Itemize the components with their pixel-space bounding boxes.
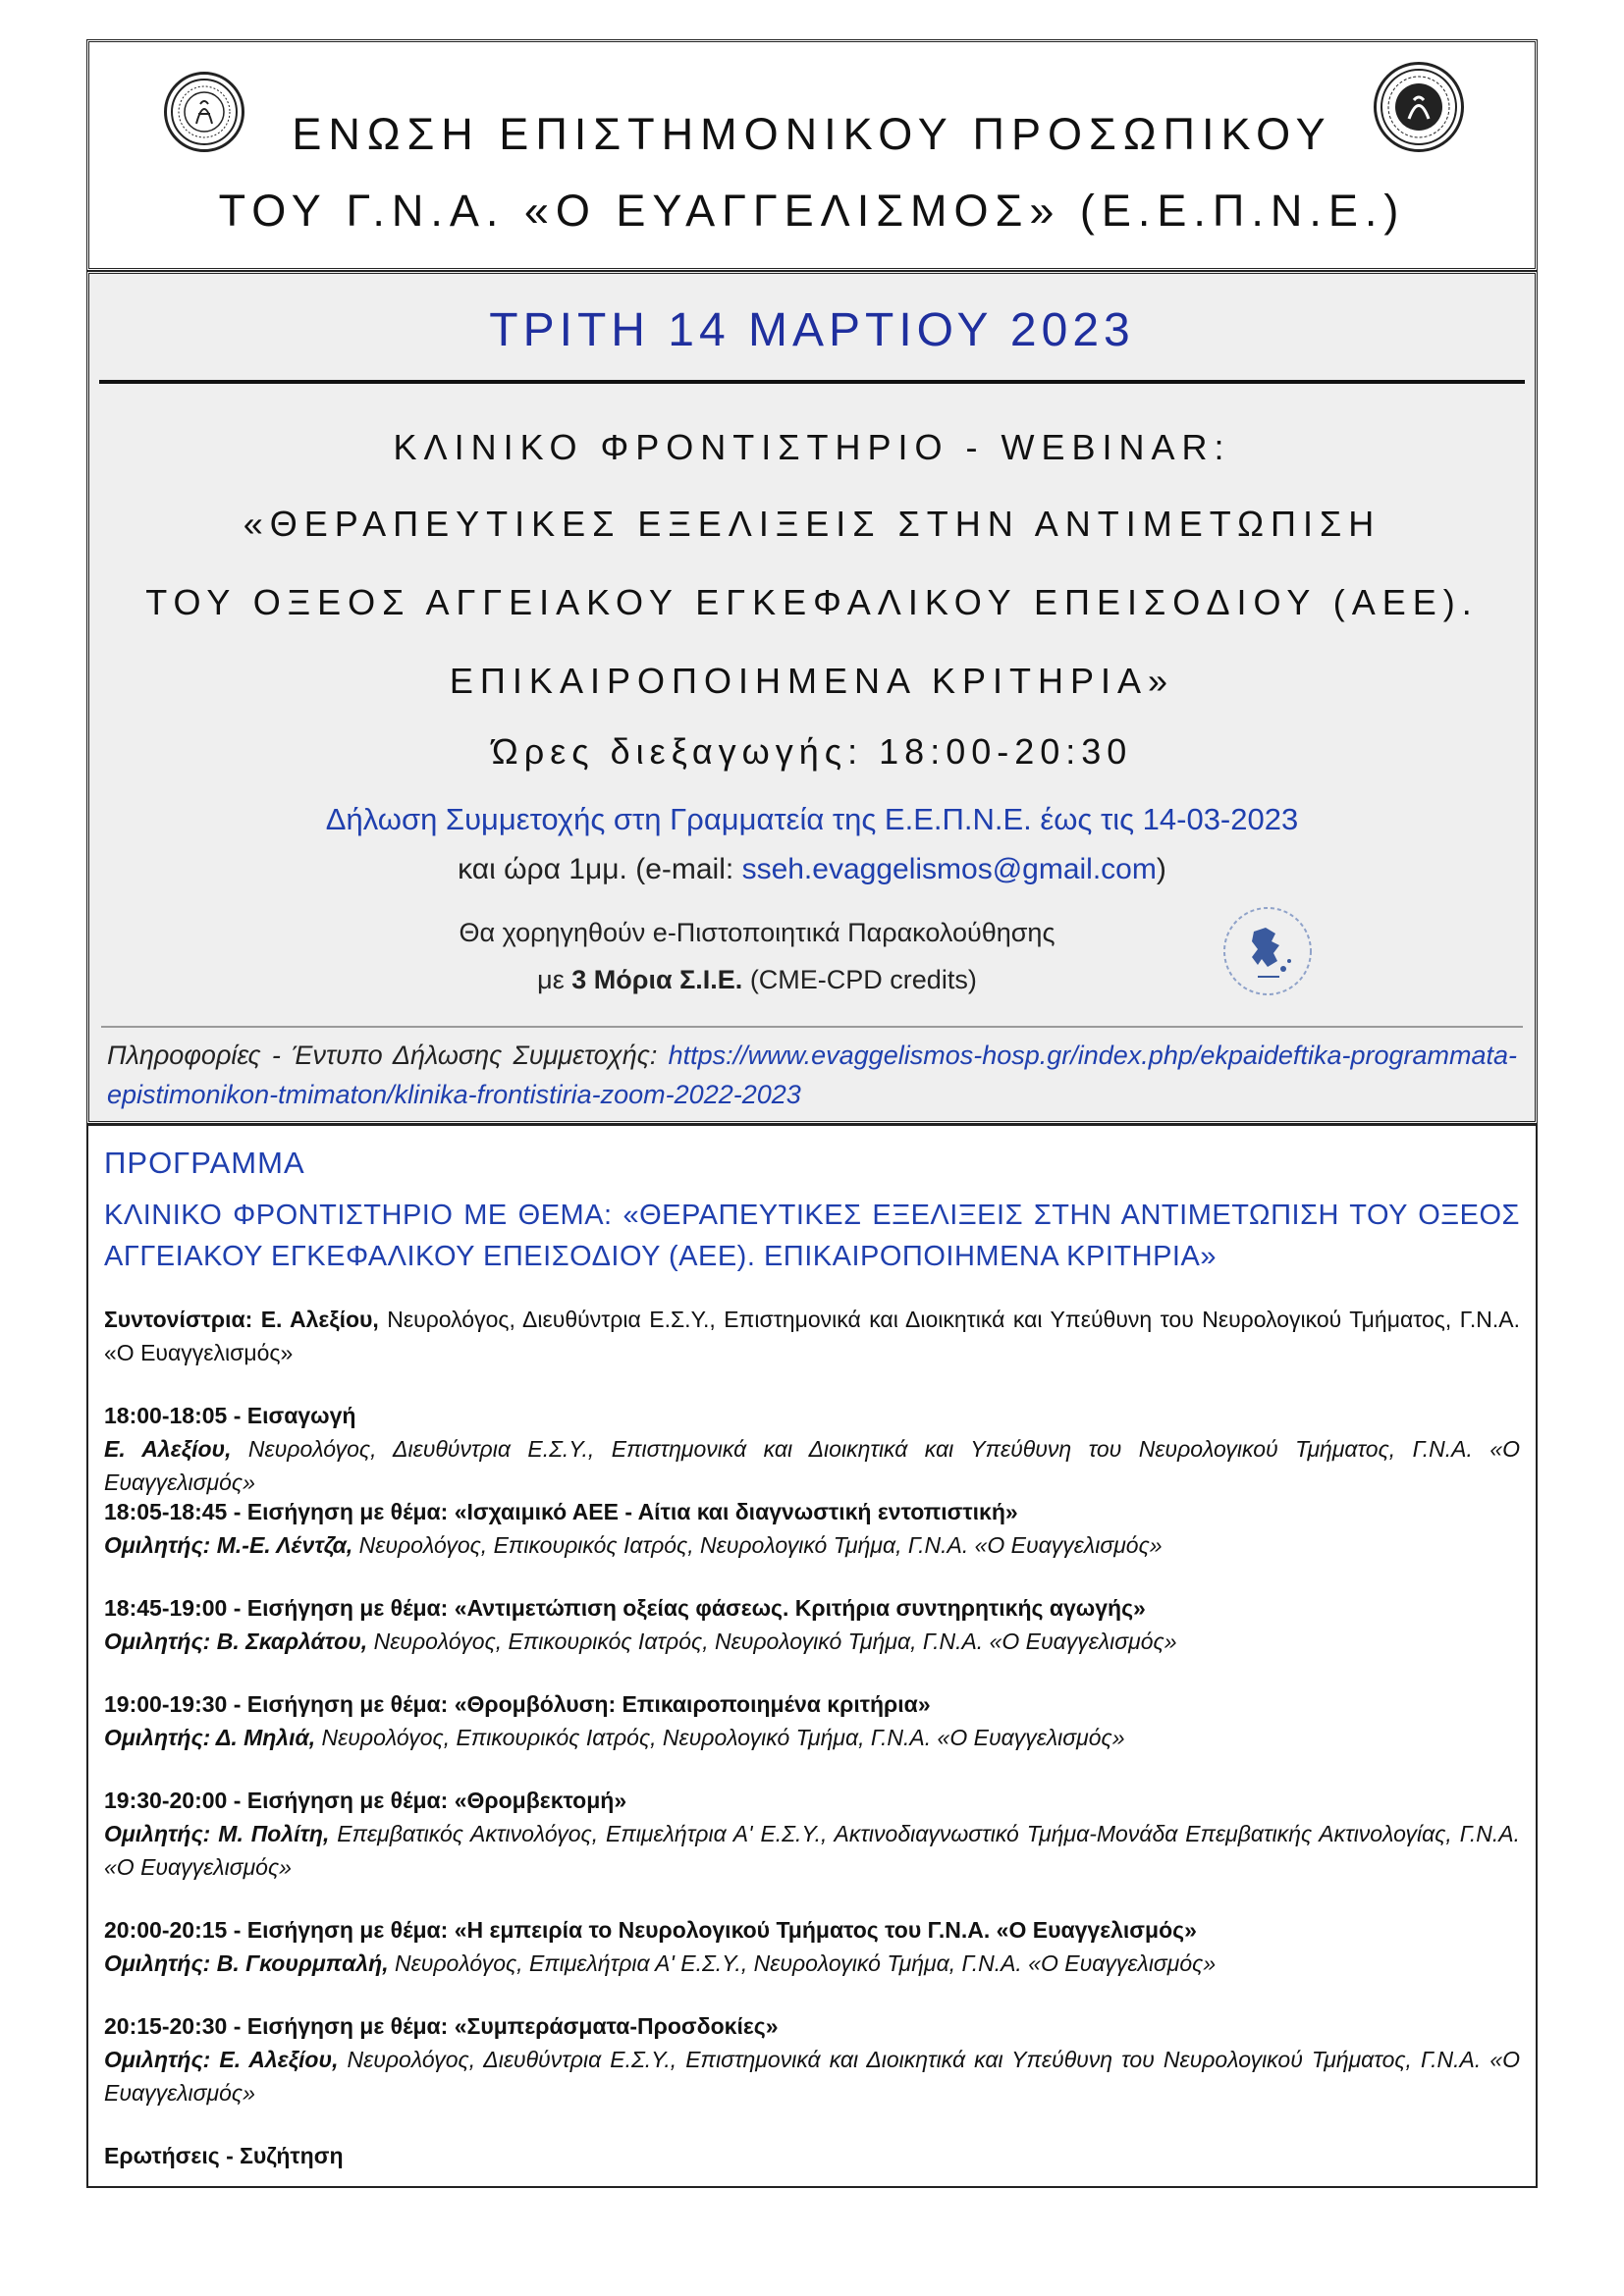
coordinator-details: Νευρολόγος, Διευθύντρια Ε.Σ.Υ., Επιστημονικά και Διοικητικά και Υπεύθυνη του Νευρολογικού Τμήματος, Γ.Ν.Α. «Ο Ευαγγελισμός» — [104, 1307, 1520, 1365]
session-item — [104, 1784, 1520, 1884]
divider — [99, 380, 1525, 384]
session-speaker-details: Επεμβατικός Ακτινολόγος, Επιμελήτρια Α' Ε.Σ.Υ., Ακτινοδιαγνωστικό Τμήμα-Μονάδα Επεμβατικής Ακτινολογίας, Γ.Ν.Α. «Ο Ευαγγελισμός» — [104, 1821, 1521, 1880]
program-panel — [86, 1124, 1538, 2188]
session-speaker-details: Νευρολόγος, Επικουρικός Ιατρός, Νευρολογικό Τμήμα, Γ.Ν.Α. «Ο Ευαγγελισμός» — [315, 1725, 1125, 1750]
coordinator-label: Συντονίστρια: Ε. Αλεξίου, — [104, 1307, 379, 1332]
session-time: 20:15-20:30 - Εισήγηση με θέμα: «Συμπεράσματα-Προσδοκίες» — [104, 2013, 779, 2039]
session-time: 19:00-19:30 - Εισήγηση με θέμα: «Θρομβόλυση: Επικαιροποιημένα κριτήρια» — [104, 1691, 931, 1717]
closing-label: Ερωτήσεις - Συζήτηση — [104, 2143, 344, 2168]
session-time: 18:45-19:00 - Εισήγηση με θέμα: «Αντιμετώπιση οξείας φάσεως. Κριτήρια συντηρητικής αγωγής» — [104, 1595, 1146, 1621]
event-title-line2: «ΘΕΡΑΠΕΥΤΙΚΕΣ ΕΞΕΛΙΞΕΙΣ ΣΤΗΝ ΑΝΤΙΜΕΤΩΠΙΣΗ — [243, 504, 1381, 544]
coordinator — [104, 1303, 1520, 1369]
session-time: 18:05-18:45 - Εισήγηση με θέμα: «Ισχαιμικό ΑΕΕ - Αίτια και διαγνωστική εντοπιστική» — [104, 1499, 1018, 1524]
closing-discussion — [104, 2139, 1520, 2172]
session-speaker: Ομιλητής: Ε. Αλεξίου, — [104, 2047, 339, 2072]
session-item — [104, 1687, 1520, 1754]
session-speaker: Ομιλητής: Μ. Πολίτη, — [104, 1821, 330, 1846]
info-line — [107, 1036, 1517, 1114]
session-item — [104, 1913, 1520, 1980]
session-item — [104, 2009, 1520, 2109]
certificates-note: Θα χορηγηθούν e-Πιστοποιητικά Παρακολούθησης — [459, 918, 1056, 947]
event-details-panel — [86, 271, 1538, 1124]
credits-value: 3 Μόρια Σ.Ι.Ε. — [571, 965, 743, 994]
event-hours: Ώρες διεξαγωγής: 18:00-20:30 — [491, 731, 1133, 772]
organization-name-line1: ΕΝΩΣΗ ΕΠΙΣΤΗΜΟΝΙΚΟΥ ΠΡΟΣΩΠΙΚΟΥ — [292, 109, 1332, 159]
organization-name-line2: ΤΟΥ Γ.Ν.Α. «Ο ΕΥΑΓΓΕΛΙΣΜΟΣ» (Ε.Ε.Π.Ν.Ε.) — [218, 186, 1406, 236]
event-title-line3: ΤΟΥ ΟΞΕΟΣ ΑΓΓΕΙΑΚΟΥ ΕΓΚΕΦΑΛΙΚΟΥ ΕΠΕΙΣΟΔΙΟΥ (ΑΕΕ). — [145, 582, 1479, 622]
event-title-line1: ΚΛΙΝΙΚΟ ΦΡΟΝΤΙΣΤΗΡΙΟ - WEBINAR: — [393, 427, 1231, 467]
session-item — [104, 1495, 1520, 1562]
session-speaker: Ομιλητής: Β. Γκουρμπαλή, — [104, 1950, 389, 1976]
registration-prefix: και ώρα 1μμ. (e-mail: — [458, 853, 742, 885]
divider — [101, 1026, 1523, 1028]
certificates-credits — [453, 965, 1061, 995]
session-speaker: Ε. Αλεξίου, — [104, 1436, 232, 1462]
session-speaker-details: Νευρολόγος, Επικουρικός Ιατρός, Νευρολογικό Τμήμα, Γ.Ν.Α. «Ο Ευαγγελισμός» — [367, 1629, 1177, 1654]
session-speaker: Ομιλητής: Δ. Μηλιά, — [104, 1725, 316, 1750]
session-speaker-details: Νευρολόγος, Επιμελήτρια Α' Ε.Σ.Υ., Νευρολογικό Τμήμα, Γ.Ν.Α. «Ο Ευαγγελισμός» — [388, 1950, 1217, 1976]
session-speaker-details: Νευρολόγος, Διευθύντρια Ε.Σ.Υ., Επιστημονικά και Διοικητικά και Υπεύθυνη του Νευρολογικού Τμήματος, Γ.Ν.Α. «Ο Ευαγγελισμός» — [104, 2047, 1520, 2106]
session-time: 19:30-20:00 - Εισήγηση με θέμα: «Θρομβεκτομή» — [104, 1788, 627, 1813]
session-item — [104, 1399, 1520, 1499]
info-label: Πληροφορίες - Έντυπο Δήλωσης Συμμετοχής: — [107, 1041, 669, 1070]
session-speaker: Ομιλητής: Β. Σκαρλάτου, — [104, 1629, 368, 1654]
session-speaker-details: Νευρολόγος, Διευθύντρια Ε.Σ.Υ., Επιστημονικά και Διοικητικά και Υπεύθυνη του Νευρολογικού Τμήματος, Γ.Ν.Α. «Ο Ευαγγελισμός» — [104, 1436, 1520, 1495]
session-time: 20:00-20:15 - Εισήγηση με θέμα: «Η εμπειρία το Νευρολογικού Τμήματος του Γ.Ν.Α. «Ο Ευαγγελισμός» — [104, 1917, 1197, 1943]
email-link[interactable]: sseh.evaggelismos@gmail.com — [741, 853, 1157, 885]
program-heading: ΠΡΟΓΡΑΜΜΑ — [104, 1146, 305, 1180]
session-item — [104, 1591, 1520, 1658]
registration-deadline: Δήλωση Συμμετοχής στη Γραμματεία της Ε.Ε.Π.Ν.Ε. έως τις 14-03-2023 — [325, 802, 1299, 836]
hospital-seal-icon — [1374, 62, 1464, 152]
session-speaker-details: Νευρολόγος, Επικουρικός Ιατρός, Νευρολογικό Τμήμα, Γ.Ν.Α. «Ο Ευαγγελισμός» — [352, 1532, 1163, 1558]
registration-suffix: ) — [1156, 853, 1166, 885]
session-speaker: Ομιλητής: Μ.-Ε. Λέντζα, — [104, 1532, 353, 1558]
registration-contact — [89, 853, 1535, 886]
credits-suffix: (CME-CPD credits) — [742, 965, 977, 994]
event-title-line4: ΕΠΙΚΑΙΡΟΠΟΙΗΜΕΝΑ ΚΡΙΤΗΡΙΑ» — [449, 661, 1175, 701]
greece-map-logo — [1218, 902, 1317, 1000]
credits-prefix: με — [537, 965, 572, 994]
registration-form-link[interactable]: https://www.evaggelismos-hosp.gr/index.php/ekpaideftika-programmata-epistimonikon-tmimaton/klinika-frontistiria-zoom-2022-2023 — [107, 1041, 1517, 1109]
session-time: 18:00-18:05 - Εισαγωγή — [104, 1403, 356, 1428]
organization-header — [86, 39, 1538, 271]
program-title: ΚΛΙΝΙΚΟ ΦΡΟΝΤΙΣΤΗΡΙΟ ΜΕ ΘΕΜΑ: «ΘΕΡΑΠΕΥΤΙΚΕΣ ΕΞΕΛΙΞΕΙΣ ΣΤΗΝ ΑΝΤΙΜΕΤΩΠΙΣΗ ΤΟΥ ΟΞΕΟΣ ΑΓΓΕΙΑΚΟΥ ΕΓΚΕΦΑΛΙΚΟΥ ΕΠΕΙΣΟΔΙΟΥ (ΑΕΕ). ΕΠΙΚΑΙΡΟΠΟΙΗΜΕΝΑ ΚΡΙΤΗΡΙΑ» — [104, 1200, 1520, 1272]
event-date: ΤΡΙΤΗ 14 ΜΑΡΤΙΟΥ 2023 — [489, 304, 1135, 356]
